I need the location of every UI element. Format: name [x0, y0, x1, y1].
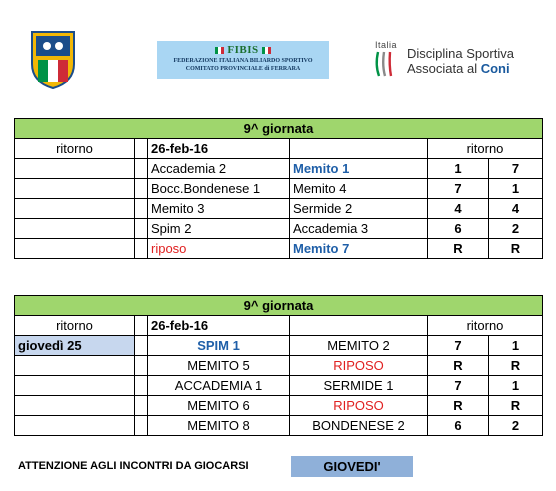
score-away: 1: [489, 376, 543, 396]
home-team: SPIM 1: [148, 336, 290, 356]
row-note: [15, 159, 135, 179]
score-away: R: [489, 396, 543, 416]
score-away: 1: [489, 336, 543, 356]
table-row: [15, 376, 543, 396]
home-team: MEMITO 6: [148, 396, 290, 416]
schedule-table-1: [14, 118, 543, 259]
empty-cell: [135, 376, 148, 396]
row-note: [15, 356, 135, 376]
table-row: [15, 159, 543, 179]
score-home: 7: [428, 336, 489, 356]
row-note: [15, 396, 135, 416]
row-note: [15, 219, 135, 239]
table2-date: 26-feb-16: [148, 316, 290, 336]
table-row: [15, 416, 543, 436]
footer-day-box: GIOVEDI': [291, 456, 413, 477]
score-away: 4: [489, 199, 543, 219]
home-team: MEMITO 5: [148, 356, 290, 376]
table-row: [15, 356, 543, 376]
home-team: riposo: [148, 239, 290, 259]
away-team: SERMIDE 1: [290, 376, 428, 396]
banner-federation: FEDERAZIONE ITALIANA BILIARDO SPORTIVO: [173, 58, 313, 64]
schedule-table-2: [14, 295, 543, 436]
empty-cell: [135, 396, 148, 416]
row-note: giovedì 25: [15, 336, 135, 356]
banner-committee: COMITATO PROVINCIALE di FERRARA: [185, 66, 301, 72]
away-team: RIPOSO: [290, 396, 428, 416]
table1-left-label: ritorno: [15, 139, 135, 159]
empty-cell: [135, 239, 148, 259]
home-team: ACCADEMIA 1: [148, 376, 290, 396]
table1-date: 26-feb-16: [148, 139, 290, 159]
empty-cell: [290, 316, 428, 336]
away-team: MEMITO 2: [290, 336, 428, 356]
score-home: 7: [428, 376, 489, 396]
score-away: R: [489, 239, 543, 259]
score-home: 1: [428, 159, 489, 179]
fibis-banner: [157, 41, 329, 79]
table-row: [15, 396, 543, 416]
empty-cell: [135, 159, 148, 179]
coni-line2-prefix: Associata al: [407, 61, 481, 76]
table-row: [15, 239, 543, 259]
italian-flag-icon: [215, 47, 224, 54]
coni-line1: Disciplina Sportiva: [407, 46, 514, 61]
row-note: [15, 376, 135, 396]
row-note: [15, 416, 135, 436]
row-note: [15, 239, 135, 259]
coni-logo: [373, 40, 533, 80]
table-row: [15, 219, 543, 239]
empty-cell: [135, 179, 148, 199]
empty-cell: [135, 336, 148, 356]
empty-cell: [135, 219, 148, 239]
italian-flag-icon: [262, 47, 271, 54]
empty-cell: [135, 316, 148, 336]
empty-cell: [135, 416, 148, 436]
score-away: 1: [489, 179, 543, 199]
score-home: 6: [428, 416, 489, 436]
score-away: 2: [489, 416, 543, 436]
empty-cell: [135, 356, 148, 376]
score-away: R: [489, 356, 543, 376]
coni-italia-label: Italia: [375, 40, 398, 50]
away-team: RIPOSO: [290, 356, 428, 376]
score-home: R: [428, 239, 489, 259]
table-row: [15, 179, 543, 199]
score-home: R: [428, 396, 489, 416]
home-team: Accademia 2: [148, 159, 290, 179]
away-team: Accademia 3: [290, 219, 428, 239]
away-team: BONDENESE 2: [290, 416, 428, 436]
away-team: Memito 1: [290, 159, 428, 179]
home-team: Memito 3: [148, 199, 290, 219]
row-note: [15, 179, 135, 199]
table2-right-label: ritorno: [428, 316, 543, 336]
score-home: 7: [428, 179, 489, 199]
home-team: MEMITO 8: [148, 416, 290, 436]
footer-note: ATTENZIONE AGLI INCONTRI DA GIOCARSI: [18, 460, 249, 472]
away-team: Memito 7: [290, 239, 428, 259]
table2-left-label: ritorno: [15, 316, 135, 336]
empty-cell: [135, 199, 148, 219]
home-team: Spim 2: [148, 219, 290, 239]
score-home: 4: [428, 199, 489, 219]
away-team: Memito 4: [290, 179, 428, 199]
home-team: Bocc.Bondenese 1: [148, 179, 290, 199]
table-row: [15, 199, 543, 219]
score-home: R: [428, 356, 489, 376]
coni-line2: [407, 61, 510, 76]
table1-right-label: ritorno: [428, 139, 543, 159]
score-away: 7: [489, 159, 543, 179]
empty-cell: [135, 139, 148, 159]
fibis-logo: [28, 28, 78, 90]
empty-cell: [290, 139, 428, 159]
table2-title: 9^ giornata: [15, 296, 543, 316]
table-row: [15, 336, 543, 356]
coni-brand: Coni: [480, 61, 510, 76]
score-away: 2: [489, 219, 543, 239]
score-home: 6: [428, 219, 489, 239]
banner-brand: FIBIS: [227, 44, 259, 56]
row-note: [15, 199, 135, 219]
away-team: Sermide 2: [290, 199, 428, 219]
table1-title: 9^ giornata: [15, 119, 543, 139]
